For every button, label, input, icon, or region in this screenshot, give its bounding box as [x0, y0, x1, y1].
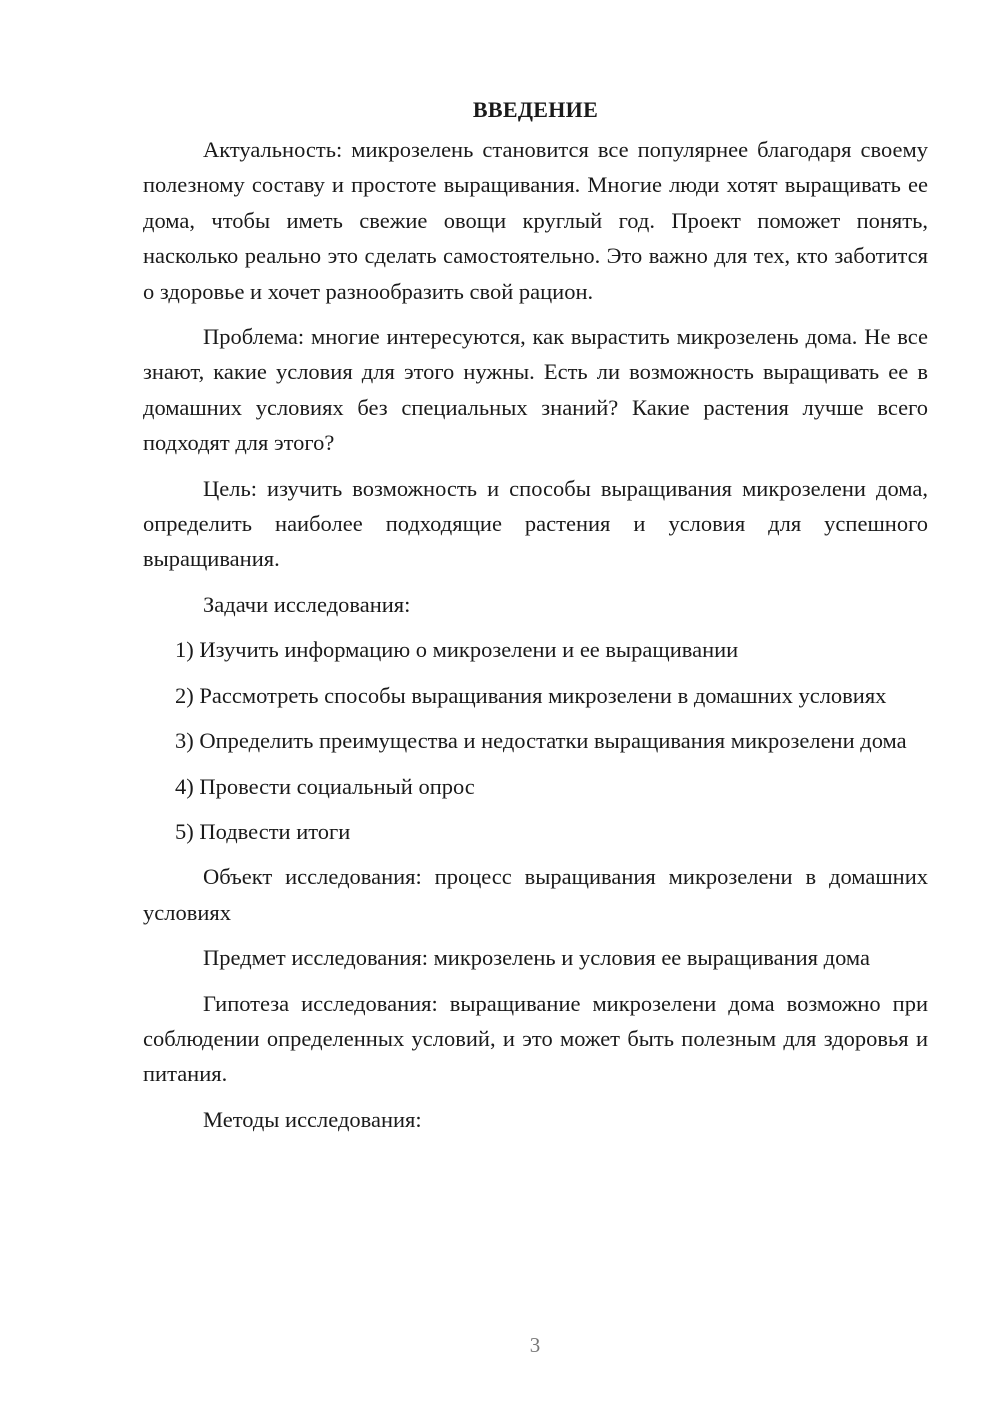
section-title: ВВЕДЕНИЕ — [472, 97, 599, 122]
tasks-heading: Задачи исследования: — [203, 591, 411, 617]
paragraph-hypothesis: Гипотеза исследования: выращивание микрозелени дома возможно при соблюдении определенных условий, и это может быть полезным для здоровья и питания. — [143, 990, 928, 1087]
task-item-3: 3) Определить преимущества и недостатки выращивания микрозелени дома — [175, 728, 907, 754]
task-item-4: 4) Провести социальный опрос — [175, 773, 475, 799]
task-item-1: 1) Изучить информацию о микрозелени и ее выращивании — [175, 637, 739, 663]
document-page — [143, 92, 928, 1137]
paragraph-relevance: Актуальность: микрозелень становится все популярнее благодаря своему полезному составу и простоте выращивания. Многие люди хотят выращивать ее дома, чтобы иметь свежие овощи круглый год. Проект поможет понять, насколько реально это сделать самостоятельно. Это важно для тех, кто заботится о здоровье и хочет разнообразить свой рацион. — [143, 137, 928, 304]
paragraph-subject: Предмет исследования: микрозелень и условия ее выращивания дома — [203, 945, 870, 971]
paragraph-goal: Цель: изучить возможность и способы выращивания микрозелени дома, определить наиболее подходящие растения и условия для успешного выращивания. — [143, 475, 928, 572]
paragraph-problem: Проблема: многие интересуются, как вырастить микрозелень дома. Не все знают, какие условия для этого нужны. Есть ли возможность выращивать ее в домашних условиях без специальных знаний? Какие растения лучше всего подходят для этого? — [143, 324, 928, 456]
page-number: 3 — [529, 1333, 541, 1357]
paragraph-object: Объект исследования: процесс выращивания микрозелени в домашних условиях — [143, 864, 928, 925]
task-item-2: 2) Рассмотреть способы выращивания микрозелени в домашних условиях — [175, 682, 887, 708]
methods-heading: Методы исследования: — [203, 1106, 422, 1132]
task-item-5: 5) Подвести итоги — [175, 818, 351, 844]
